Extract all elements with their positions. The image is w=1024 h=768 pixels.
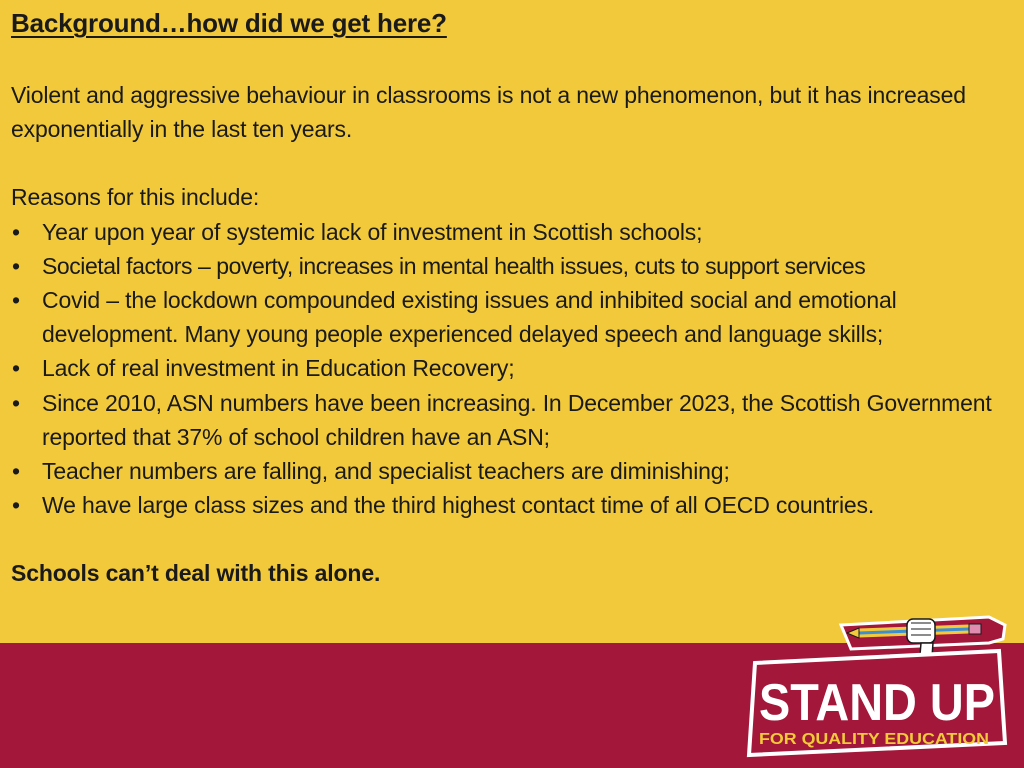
- list-item: [11, 488, 1017, 522]
- list-item: [11, 351, 1017, 385]
- bullet-icon: •: [12, 458, 20, 485]
- list-item-text: Teacher numbers are falling, and specialist teachers are diminishing;: [42, 458, 730, 485]
- reasons-list: [11, 215, 1017, 523]
- intro-paragraph: Violent and aggressive behaviour in classrooms is not a new phenomenon, but it has increased exponentially in the last ten years.: [11, 82, 966, 143]
- logo-main-text: STAND UP: [759, 674, 995, 732]
- paragraph-spacer: [11, 146, 1017, 180]
- list-item: [11, 249, 1017, 283]
- list-item-text: We have large class sizes and the third highest contact time of all OECD countries.: [42, 492, 875, 519]
- list-item-text: Covid – the lockdown compounded existing issues and inhibited social and emotional development. Many young people experienced delayed speech and language skills;: [42, 287, 897, 348]
- list-item: [11, 386, 1017, 454]
- logo-sub-text: FOR QUALITY EDUCATION: [759, 731, 989, 748]
- list-item: [11, 454, 1017, 488]
- bullet-icon: •: [12, 218, 20, 245]
- slide-body: [11, 78, 1017, 591]
- list-item-text: Societal factors – poverty, increases in mental health issues, cuts to support services: [42, 252, 866, 279]
- bullet-icon: •: [12, 389, 20, 416]
- list-item-text: Since 2010, ASN numbers have been increasing. In December 2023, the Scottish Government reported that 37% of school children have an ASN;: [42, 389, 992, 450]
- stand-up-logo: [741, 603, 1011, 758]
- list-item: [11, 215, 1017, 249]
- slide-title: Background…how did we get here?: [11, 8, 447, 38]
- list-item-text: Lack of real investment in Education Recovery;: [42, 355, 515, 382]
- bullet-icon: •: [12, 252, 20, 279]
- bullet-icon: •: [12, 287, 20, 314]
- reasons-heading: Reasons for this include:: [11, 184, 260, 211]
- bullet-icon: •: [12, 492, 20, 519]
- list-item: [11, 283, 1017, 351]
- paragraph-spacer: [11, 522, 1017, 556]
- list-item-text: Year upon year of systemic lack of investment in Scottish schools;: [42, 218, 703, 245]
- closing-statement: Schools can’t deal with this alone.: [11, 560, 381, 587]
- bullet-icon: •: [12, 355, 20, 382]
